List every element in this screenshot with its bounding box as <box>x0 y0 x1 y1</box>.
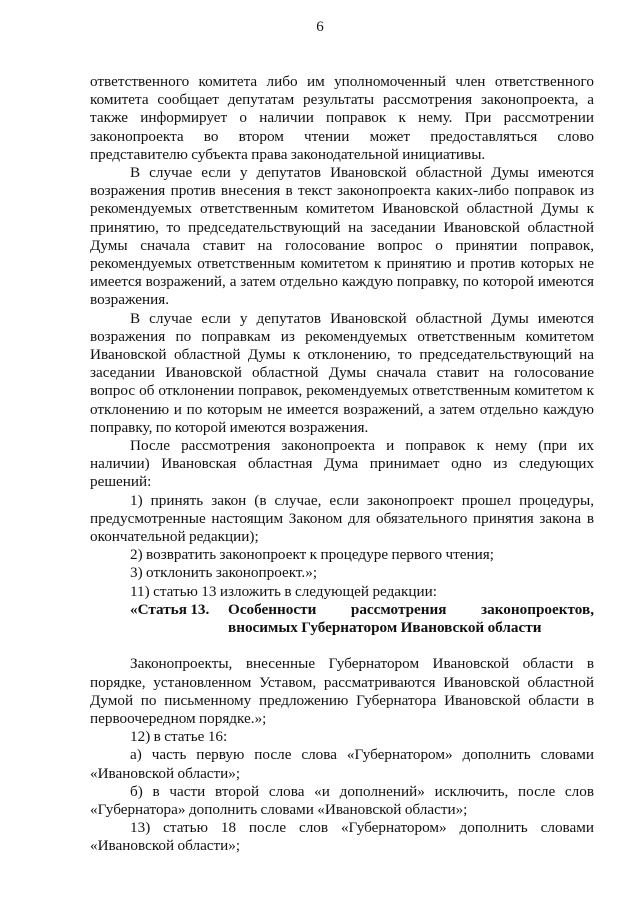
article-title <box>228 601 594 637</box>
page-number: 6 <box>316 19 324 35</box>
list-item: 2) возвратить законопроект к процедуре первого чтения; <box>130 546 494 564</box>
paragraph: 11) статью 13 изложить в следующей редакции: <box>130 582 438 600</box>
paragraph: Законопроекты, внесенные Губернатором Ивановской области в порядке, установленном Уставом, рассматриваются Ивановской областной Думой по письменному предложению Губернатора Ивановской области в первоочередном порядке.»; <box>90 655 594 727</box>
paragraph: ответственного комитета либо им уполномоченный член ответственного комитета сообщает депутатам результаты рассмотрения законопроекта, а также информирует о наличии поправок к нему. При рассмотрении законопроекта во втором чтении может предоставляться слово представителю субъекта права законодательной инициативы. <box>90 73 594 163</box>
paragraph: В случае если у депутатов Ивановской областной Думы имеются возражения против внесения в текст законопроекта каких-либо поправок из рекомендуемых ответственным комитетом Ивановской областной Думы к принятию, то председательствующий на заседании Ивановской областной Думы сначала ставит на голосование вопрос о принятии поправок, рекомендуемых ответственным комитетом к принятию и против которых не имеется возражений, а затем отдельно каждую поправку, по которой имеются возражения. <box>90 164 594 309</box>
article-title-line-1: Особенности рассмотрения законопроектов, <box>228 600 594 618</box>
document-body <box>90 73 594 856</box>
article-title-line-2: вносимых Губернатором Ивановской области <box>228 619 542 637</box>
article-number: «Статья 13. <box>130 600 210 618</box>
list-item: б) в части второй слова «и дополнений» исключить, после слов «Губернатора» дополнить словами «Ивановской области»; <box>90 782 594 818</box>
list-item: 12) в статье 16: <box>130 728 228 746</box>
article-heading <box>90 601 594 637</box>
list-item: 13) статью 18 после слов «Губернатором» дополнить словами «Ивановской области»; <box>90 819 594 855</box>
list-item: 1) принять закон (в случае, если законопроект прошел процедуры, предусмотренные настоящим Законом для обязательного принятия закона в окончательной редакции); <box>90 491 594 546</box>
spacer <box>90 637 594 655</box>
paragraph: После рассмотрения законопроекта и поправок к нему (при их наличии) Ивановская областная Дума принимает одно из следующих решений: <box>90 437 594 491</box>
paragraph: В случае если у депутатов Ивановской областной Думы имеются возражения по поправкам из рекомендуемых ответственным комитетом Ивановской областной Думы к отклонению, то председательствующий на заседании Ивановской областной Думы сначала ставит на голосование вопрос об отклонении поправок, рекомендуемых ответственным комитетом к отклонению и по которым не имеется возражений, а затем отдельно каждую поправку, по которой имеются возражения. <box>90 309 594 436</box>
list-item: 3) отклонить законопроект.»; <box>130 564 318 582</box>
list-item: а) часть первую после слова «Губернатором» дополнить словами «Ивановской области»; <box>90 746 594 782</box>
